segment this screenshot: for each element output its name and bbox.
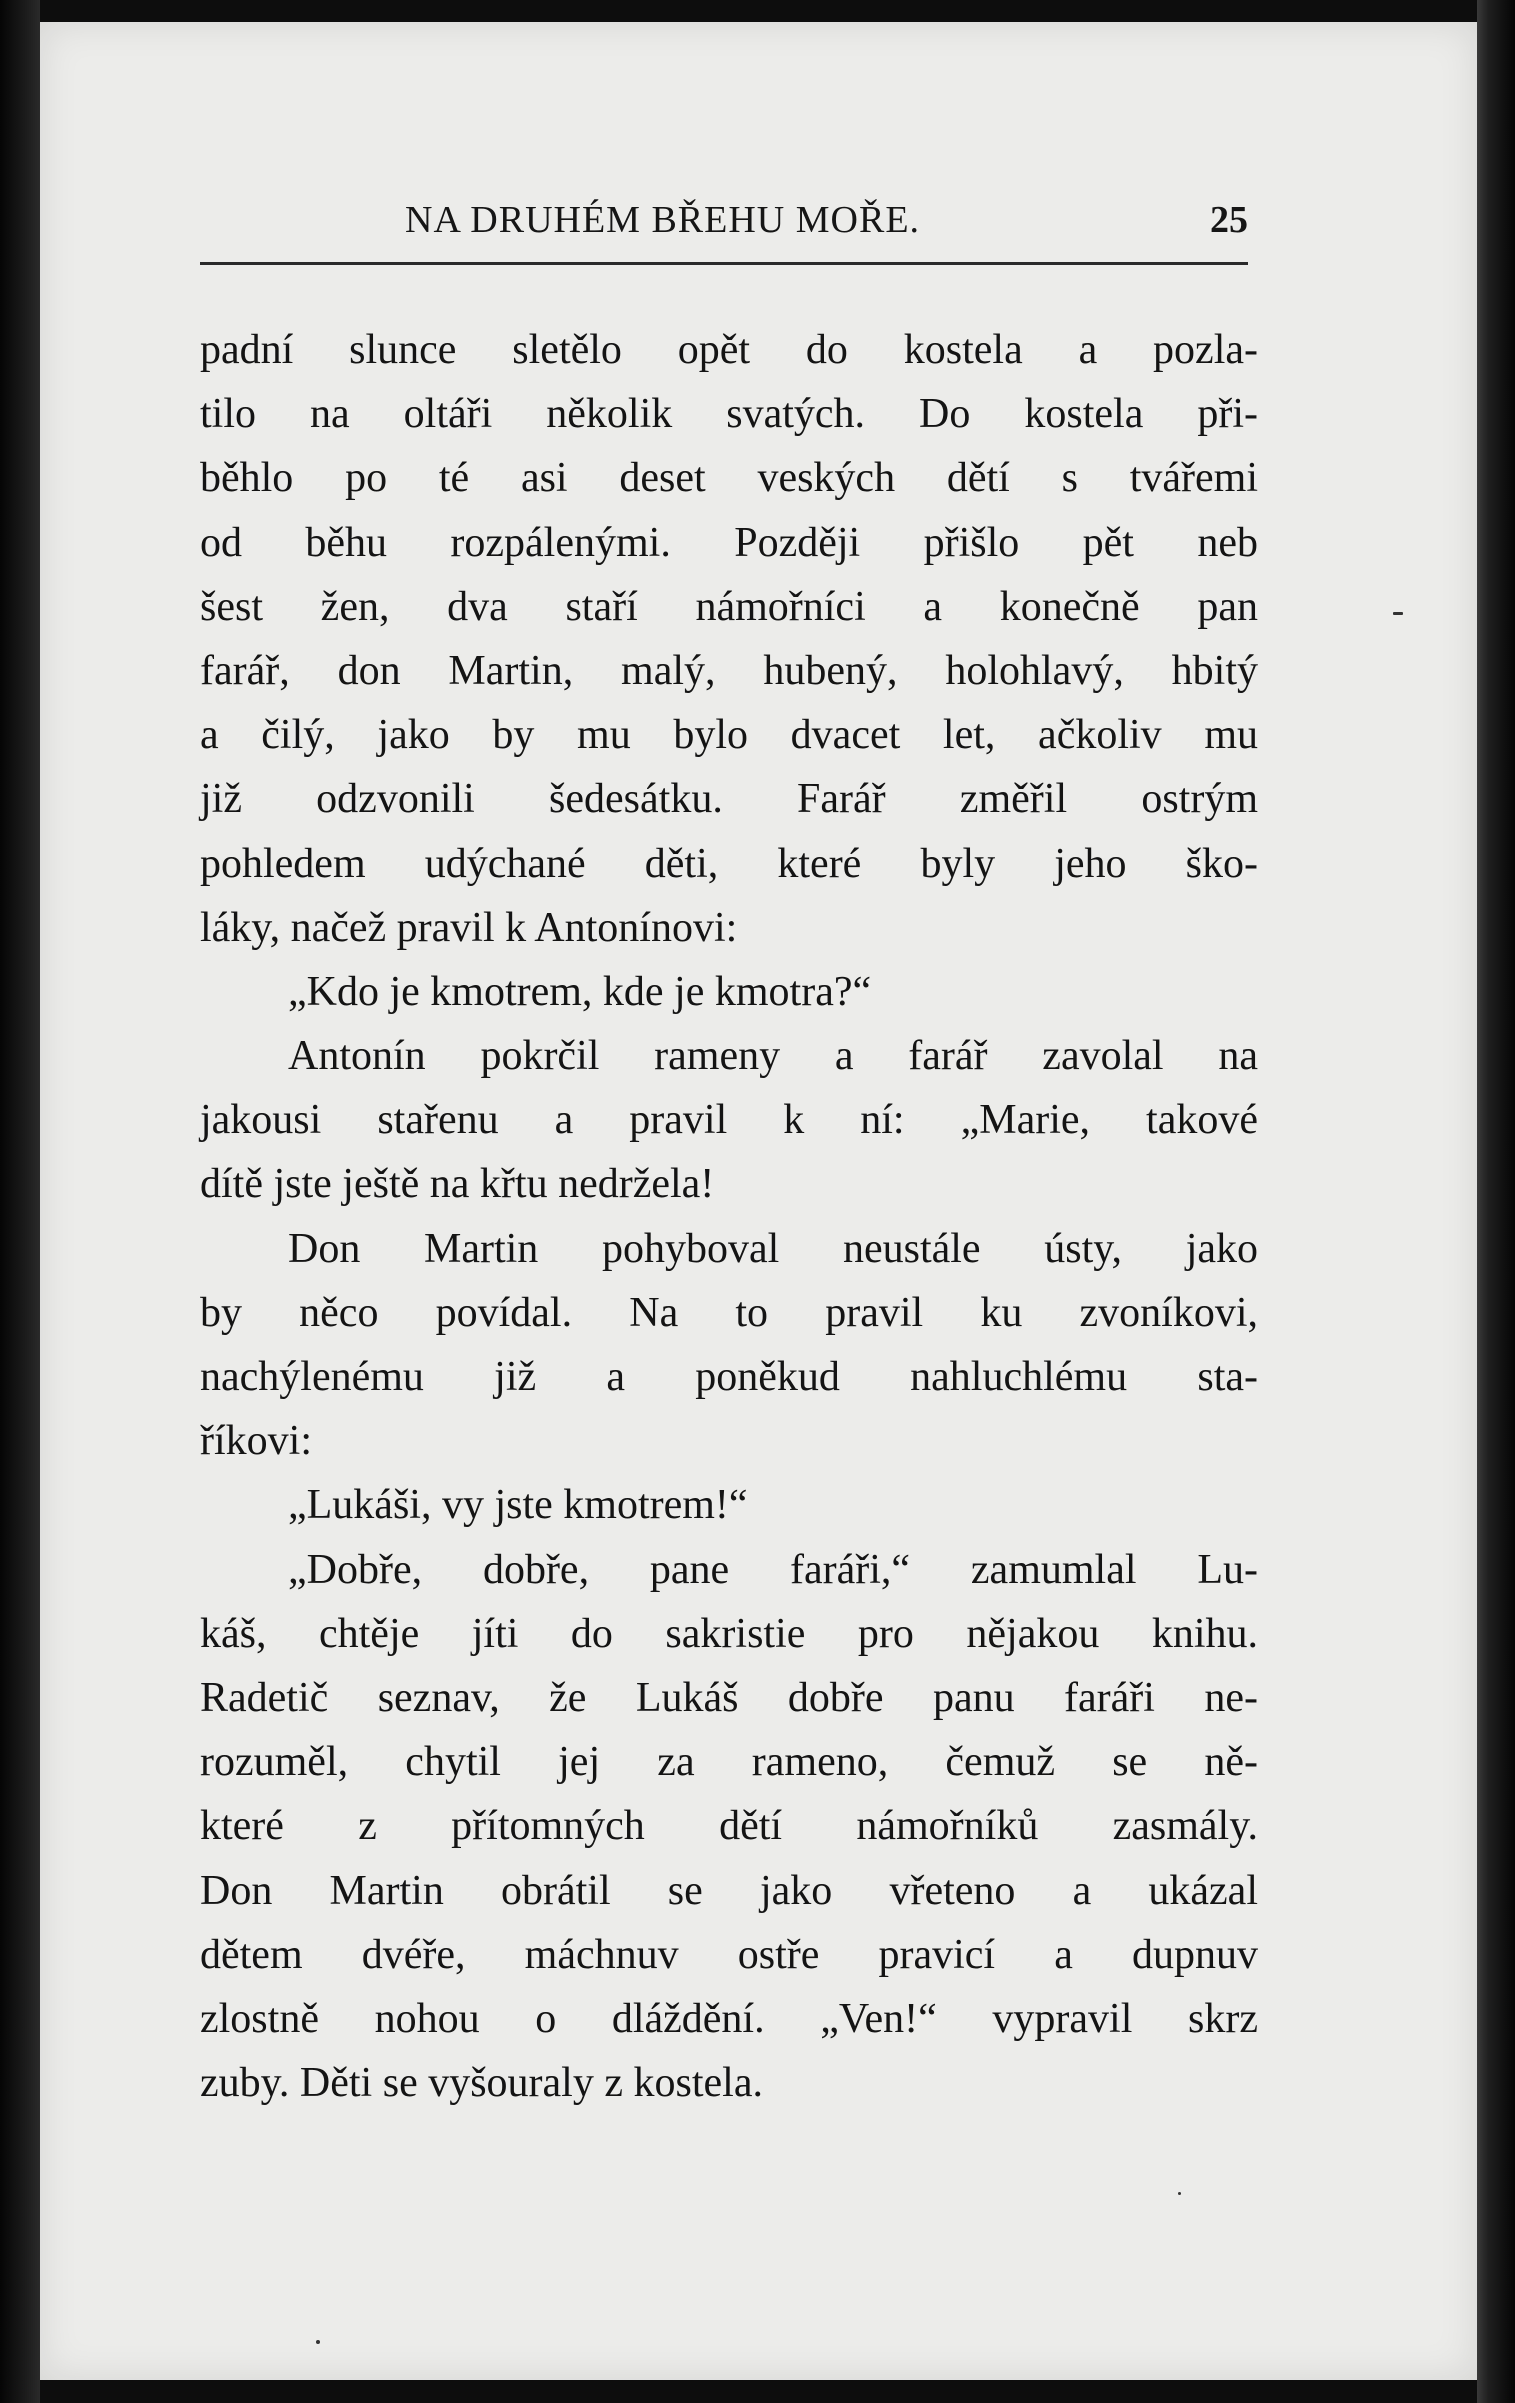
text-line: by něco povídal. Na to pravil ku zvoníkovi,	[200, 1289, 1258, 1336]
text-line: běhlo po té asi deset veských dětí s tvářemi	[200, 455, 1258, 502]
text-line: káš, chtěje jíti do sakristie pro nějakou knihu.	[200, 1610, 1258, 1657]
page-number: 25	[1210, 199, 1248, 241]
running-title: NA DRUHÉM BŘEHU MOŘE.	[405, 199, 921, 241]
text-line: od běhu rozpálenými. Později přišlo pět neb	[200, 519, 1258, 566]
text-line: „Lukáši, vy jste kmotrem!“	[288, 1482, 748, 1529]
text-line: zuby. Děti se vyšouraly z kostela.	[200, 2060, 763, 2107]
page-edge-shadow	[1477, 0, 1515, 2403]
text-line: dítě jste ještě na křtu nedržela!	[200, 1161, 715, 1208]
text-line: rozuměl, chytil jej za rameno, čemuž se ně-	[200, 1739, 1258, 1786]
text-line: Radetič seznav, že Lukáš dobře panu faráři ne-	[200, 1674, 1258, 1721]
running-header	[200, 198, 1248, 258]
text-line: jakousi stařenu a pravil k ní: „Marie, takové	[200, 1097, 1258, 1144]
text-line: již odzvonili šedesátku. Farář změřil ostrým	[200, 776, 1258, 823]
paper-speck	[316, 2340, 320, 2344]
text-line: „Dobře, dobře, pane faráři,“ zamumlal Lu-	[288, 1546, 1258, 1593]
text-line: nachýlenému již a poněkud nahluchlému sta-	[200, 1354, 1258, 1400]
text-line: říkovi:	[200, 1418, 312, 1465]
text-line: Don Martin pohyboval neustále ústy, jako	[288, 1225, 1258, 1272]
text-line: a čilý, jako by mu bylo dvacet let, ačkoliv mu	[200, 712, 1258, 759]
text-line: šest žen, dva staří námořníci a konečně pan	[200, 583, 1258, 630]
text-line: pohledem udýchané děti, které byly jeho ško-	[200, 840, 1258, 887]
text-line: padní slunce sletělo opět do kostela a pozla-	[200, 327, 1258, 373]
text-line: které z přítomných dětí námořníků zasmály.	[200, 1803, 1258, 1850]
text-line: Antonín pokrčil rameny a farář zavolal na	[288, 1033, 1258, 1080]
text-line: Don Martin obrátil se jako vřeteno a ukázal	[200, 1867, 1258, 1914]
text-line: dětem dvéře, máchnuv ostře pravicí a dupnuv	[200, 1931, 1258, 1978]
text-line: láky, načež pravil k Antonínovi:	[200, 904, 738, 951]
body-text	[200, 318, 1258, 2115]
header-rule	[200, 262, 1248, 265]
paper-speck	[1178, 2192, 1181, 2195]
text-line: tilo na oltáři několik svatých. Do kostela při-	[200, 391, 1258, 438]
text-line: „Kdo je kmotrem, kde je kmotra?“	[288, 968, 872, 1015]
paper-speck	[1393, 612, 1403, 615]
book-spine-shadow	[0, 0, 40, 2403]
text-line: farář, don Martin, malý, hubený, holohlavý, hbitý	[200, 647, 1258, 694]
text-line: zlostně nohou o dláždění. „Ven!“ vypravil skrz	[200, 1995, 1258, 2042]
